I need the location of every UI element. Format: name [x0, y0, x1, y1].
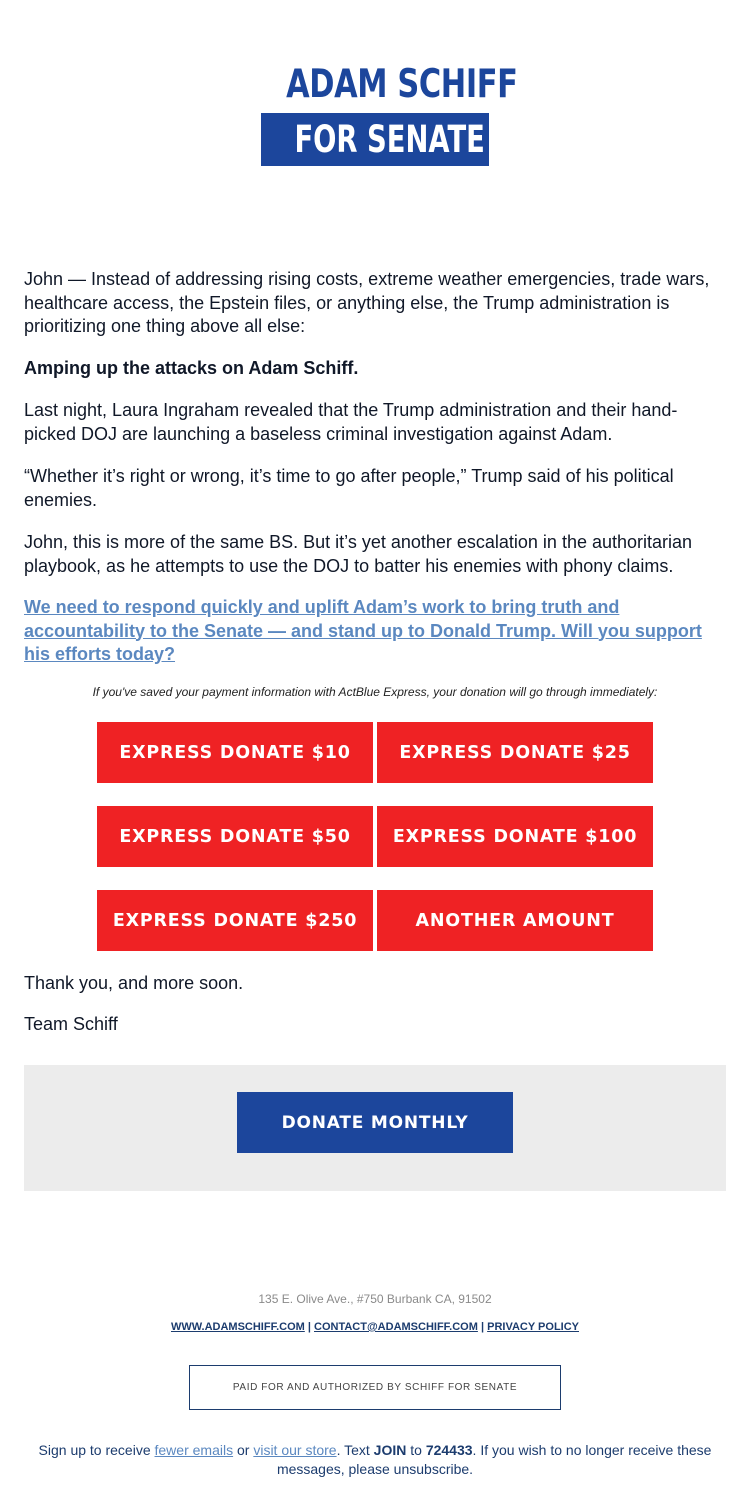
footer-address: 135 E. Olive Ave., #750 Burbank CA, 91502	[258, 1292, 492, 1306]
ingraham-paragraph: Last night, Laura Ingraham revealed that the Trump administration and their hand-picked DOJ are launching a baseless criminal investigation against Adam.	[24, 400, 678, 444]
thanks-text: Thank you, and more soon.	[24, 973, 244, 993]
link-separator: |	[307, 1321, 311, 1333]
fewer-emails-link[interactable]: fewer emails	[154, 1442, 234, 1458]
contact-email-link[interactable]: CONTACT@ADAMSCHIFF.COM	[314, 1321, 478, 1333]
quote-paragraph: “Whether it’s right or wrong, it’s time to go after people,” Trump said of his political enemies.	[24, 466, 674, 510]
another-amount-button[interactable]: ANOTHER AMOUNT	[377, 890, 653, 951]
monthly-panel	[24, 1065, 726, 1191]
express-donate-250-button[interactable]: EXPRESS DONATE $250	[97, 890, 373, 951]
logo	[261, 62, 518, 166]
logo-subtitle-bar	[261, 113, 489, 166]
express-donate-25-button[interactable]: EXPRESS DONATE $25	[377, 722, 653, 783]
actblue-express-note: If you've saved your payment information with ActBlue Express, your donation will go through immediately:	[92, 685, 658, 699]
express-donate-50-button[interactable]: EXPRESS DONATE $50	[97, 806, 373, 867]
paid-for-text: PAID FOR AND AUTHORIZED BY SCHIFF FOR SENATE	[232, 1382, 518, 1393]
signup-text-label: . Text	[336, 1442, 374, 1458]
express-donate-100-button[interactable]: EXPRESS DONATE $100	[377, 806, 653, 867]
intro-paragraph: John — Instead of addressing rising costs, extreme weather emergencies, trade wars, healthcare access, the Epstein files, or anything else, the Trump administration is prioritizing one thing above all else:	[24, 269, 710, 336]
unsubscribe-text: . If you wish to no longer receive these messages, please unsubscribe.	[276, 1442, 712, 1477]
headline-paragraph: Amping up the attacks on Adam Schiff.	[24, 358, 359, 378]
express-donate-10-button[interactable]: EXPRESS DONATE $10	[97, 722, 373, 783]
store-link[interactable]: visit our store	[253, 1442, 337, 1458]
signup-or: or	[233, 1442, 254, 1458]
signup-text	[30, 1441, 720, 1479]
signup-pre: Sign up to receive	[38, 1442, 155, 1458]
signature: Team Schiff	[24, 1014, 118, 1034]
website-link[interactable]: WWW.ADAMSCHIFF.COM	[170, 1321, 305, 1333]
link-separator: |	[480, 1321, 485, 1333]
join-keyword: JOIN	[373, 1442, 407, 1458]
paid-for-disclaimer	[189, 1365, 561, 1410]
escalation-paragraph: John, this is more of the same BS. But it’s yet another escalation in the authoritarian playbook, as he attempts to use the DOJ to batter his enemies with phony claims.	[24, 532, 693, 576]
donate-monthly-button[interactable]: DONATE MONTHLY	[237, 1092, 513, 1153]
sms-number: 724433	[425, 1442, 473, 1458]
footer-links	[0, 1321, 750, 1333]
support-cta-link[interactable]: We need to respond quickly and uplift Adam’s work to bring truth and accountability to the Senate — and stand up to Donald Trump. Will you support his efforts today?	[24, 597, 702, 664]
logo-subtitle: FOR SENATE	[294, 118, 485, 161]
signup-to: to	[406, 1442, 426, 1458]
privacy-policy-link[interactable]: PRIVACY POLICY	[487, 1321, 579, 1333]
logo-name: ADAM SCHIFF	[286, 62, 518, 107]
